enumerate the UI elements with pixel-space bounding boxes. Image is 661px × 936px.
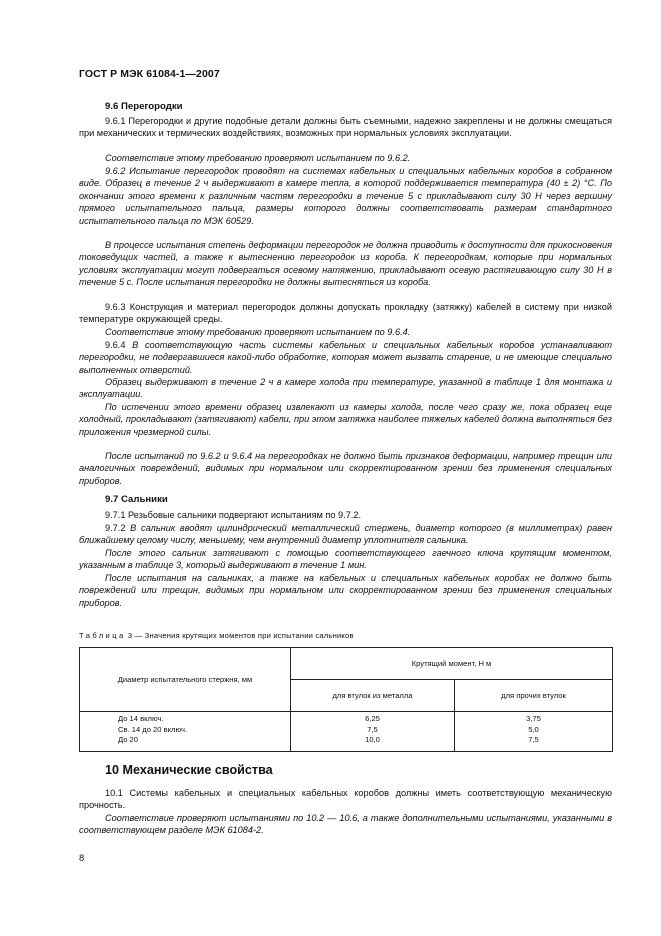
table-header-diameter: Диаметр испытательного стержня, мм [80, 648, 291, 712]
para-9-6-4-result: После испытаний по 9.6.2 и 9.6.4 на перегородках не должно быть признаков деформации, например трещин или аналогичных повреждений, видимых при нормальном или скорректированном зрении без применения специальных приборов. [79, 451, 612, 486]
section-10-title: 10 Механические свойства [105, 763, 273, 777]
para-9-7-2-result: После испытания на сальниках, а также на кабельных и специальных кабельных коробах не должно быть повреждений или трещин, видимых при нормальном или скорректированном зрении без применения специальных приборов. [79, 573, 612, 608]
table-cell: Св. 14 до 20 включ. [118, 724, 188, 734]
para-9-6-2: 9.6.2 Испытание перегородок проводят на системах кабельных и специальных кабельных коробов в собранном виде. Образец в течение 2 ч выдерживают в камере тепла, в которой поддерживается температура (40 ± 2) °С. По окончании этого времени к различным частям перегородки в течение 5 с прикладывают силу 30 Н через вершину прямого испытательного пальца, размеры которого должны соответствовать размерам стандартного испытательного пальца по МЭК 60529. [79, 166, 612, 226]
table-header-torque: Крутящий момент, Н м [291, 648, 613, 680]
table-caption-label: Таблица [79, 631, 126, 640]
table-cell: 5,0 [528, 724, 539, 734]
document-header: ГОСТ Р МЭК 61084-1—2007 [79, 68, 220, 80]
table-header-other: для прочих втулок [455, 680, 613, 712]
para-9-6-4-cold: По истечении этого времени образец извлекают из камеры холода, после чего сразу же, пока образец еще холодный, прокладывают (затягивают) кабели, при этом затяжка наиболее тяжелых кабелей должна выполняться без приложения чрезмерной силы. [79, 402, 612, 437]
para-9-6-3-compliance: Соответствие этому требованию проверяют испытанием по 9.6.4. [105, 327, 411, 337]
table-cell: До 20 [118, 735, 139, 745]
table-cell: 7,5 [528, 735, 539, 745]
para-9-6-1: 9.6.1 Перегородки и другие подобные детали должны быть съемными, надежно закреплены и не должны смещаться при механических и термических воздействиях, возможных при нормальных условиях эксплуатации. [79, 116, 612, 139]
table-caption-text: 3 — Значения крутящих моментов при испытании сальников [125, 631, 354, 640]
para-9-7-2-number: 9.7.2 [105, 523, 126, 533]
table-cell: 6,25 [365, 714, 380, 723]
table-col-metal [291, 712, 455, 752]
para-9-6-4 [79, 339, 612, 376]
section-9-6-title: 9.6 Перегородки [105, 101, 183, 112]
para-9-7-2-text: В сальник вводят цилиндрический металлический стержень, диаметр которого (в миллиметрах) равен ближайшему целому числу, меньшему, чем внутренний диаметр уплотнителя сальника. [79, 523, 612, 546]
para-9-7-2 [79, 522, 612, 547]
para-9-6-3: 9.6.3 Конструкция и материал перегородок должны допускать прокладку (затяжку) кабелей в систему при низкой температуре окружающей среды. [79, 302, 612, 325]
table-col-diameter [80, 712, 291, 752]
table-cell: 3,75 [526, 714, 541, 723]
table-header-metal: для втулок из металла [291, 680, 455, 712]
para-9-7-2-tighten: После этого сальник затягивают с помощью соответствующего гаечного ключа крутящим моментом, указанным в таблице 3, который выдерживают в течение 1 мин. [79, 548, 612, 571]
para-10-1: 10.1 Системы кабельных и специальных кабельных коробов должны иметь соответствующую механическую прочность. [79, 788, 612, 811]
section-9-7-title: 9.7 Сальники [105, 494, 168, 505]
table-cell: 7,5 [367, 724, 378, 734]
para-10-1-compliance: Соответствие проверяют испытаниями по 10.2 — 10.6, а также дополнительными испытаниями, указанными в соответствующем разделе МЭК 61084-2. [79, 813, 612, 836]
table-cell: До 14 включ. [118, 714, 164, 723]
table-caption [79, 631, 354, 640]
para-9-7-1: 9.7.1 Резьбовые сальники подвергают испытаниям по 9.7.2. [105, 510, 362, 520]
table-col-other [455, 712, 613, 752]
para-9-6-4-number: 9.6.4 [105, 340, 126, 350]
torque-table [79, 647, 613, 752]
page-number: 8 [79, 853, 85, 864]
para-9-6-2-cont: В процессе испытания степень деформации перегородок не должна приводить к доступности для прикосновения токоведущих частей, а также к вытеснению перегородок из короба. К перегородкам, которые при нормальных условиях эксплуатации могут подвергаться осевому натяжению, прикладывают осевую растягивающую силу 30 Н в течение 5 с. После испытания перегородки не должны вытесняться из короба. [79, 240, 612, 288]
para-9-6-4-sample: Образец выдерживают в течение 2 ч в камере холода при температуре, указанной в таблице 1 для монтажа и эксплуатации. [79, 377, 612, 400]
para-9-6-4-text: В соответствующую часть системы кабельных и специальных кабельных коробов устанавливают перегородки, не подвергавшиеся какой-либо обработке, которая может вызвать старение, и не имеющие специально выполненных отверстий. [79, 340, 612, 375]
para-9-6-1-compliance: Соответствие этому требованию проверяют испытанием по 9.6.2. [105, 153, 411, 163]
table-cell: 10,0 [365, 735, 380, 745]
